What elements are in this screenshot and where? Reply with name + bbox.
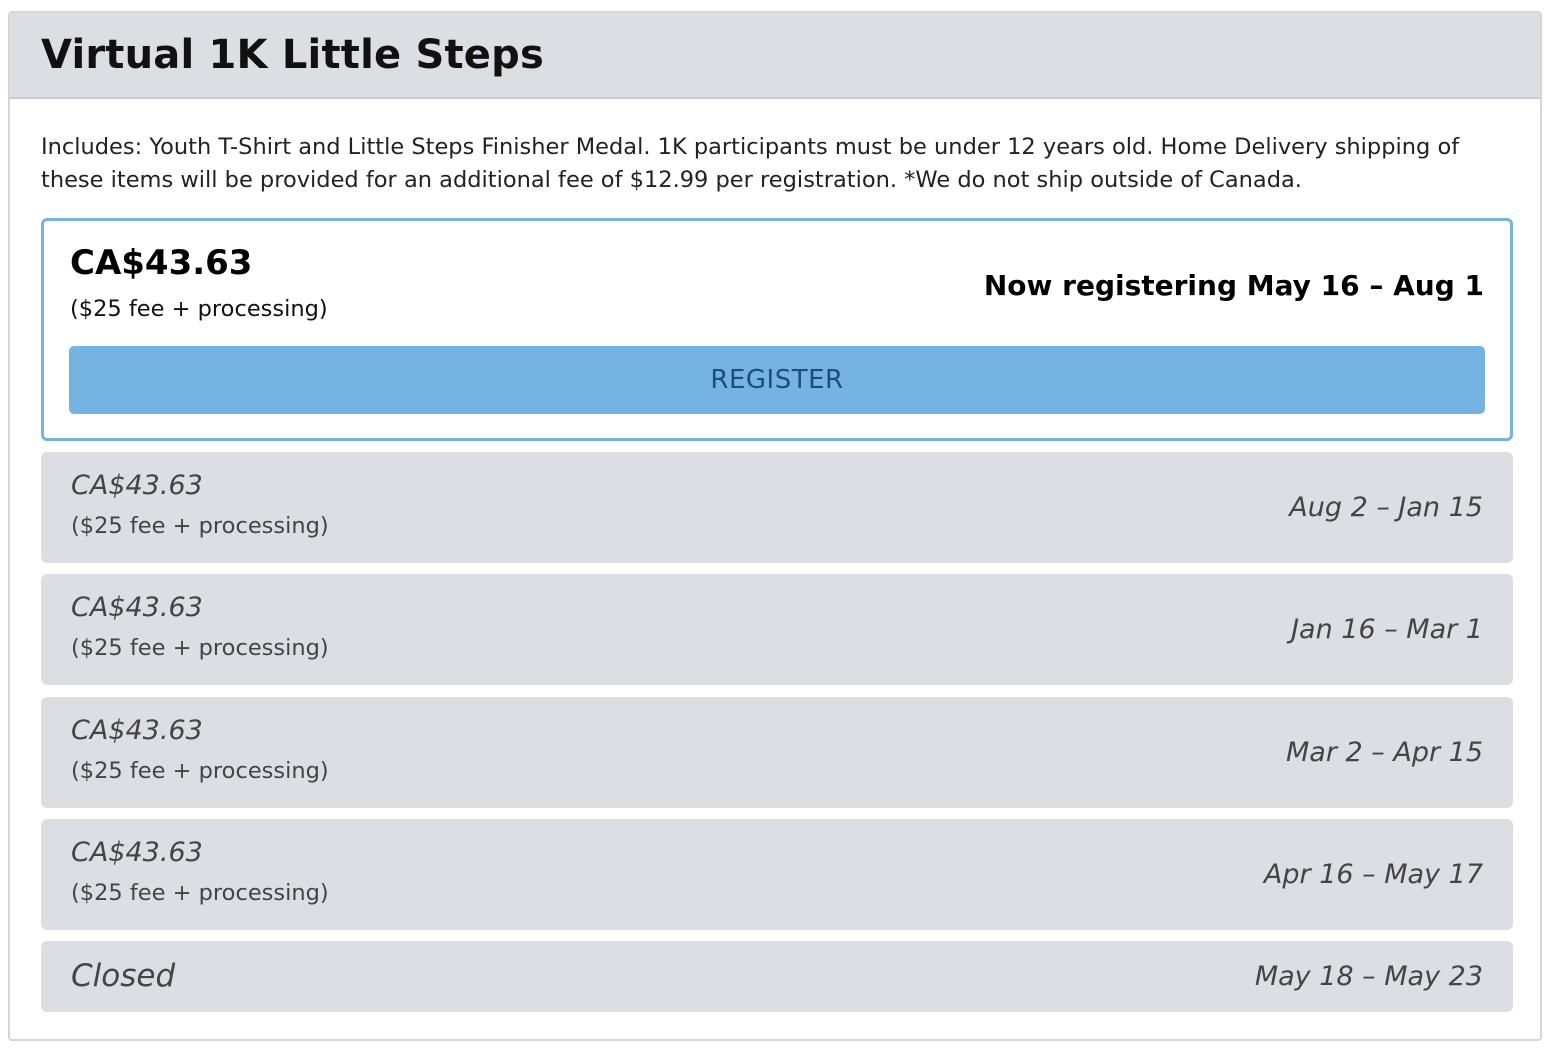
tier-price: CA$43.63 [71,837,203,868]
tier-status: Closed [71,958,176,994]
closed-price-tier [41,941,1513,1012]
tier-fee-note: ($25 fee + processing) [70,296,328,322]
future-price-tier [41,452,1513,563]
tier-date-range: Aug 2 – Jan 15 [1289,492,1483,523]
future-price-tier [41,697,1513,808]
tier-price: CA$43.63 [70,243,253,283]
tier-date-range: May 18 – May 23 [1254,961,1483,992]
register-button[interactable]: REGISTER [69,346,1485,414]
event-panel [8,11,1542,1041]
tier-price: CA$43.63 [71,592,203,623]
registration-window: Now registering May 16 – Aug 1 [983,269,1484,302]
tier-price: CA$43.63 [71,715,203,746]
tier-fee-note: ($25 fee + processing) [71,635,329,661]
tier-date-range: Jan 16 – Mar 1 [1291,614,1483,645]
tier-fee-note: ($25 fee + processing) [71,758,329,784]
event-title: Virtual 1K Little Steps [41,32,544,78]
future-price-tier [41,819,1513,930]
panel-header [10,13,1540,99]
tier-date-range: Mar 2 – Apr 15 [1285,737,1483,768]
current-price-tier [41,218,1513,441]
tier-fee-note: ($25 fee + processing) [71,880,329,906]
tier-price: CA$43.63 [71,470,203,501]
event-description: Includes: Youth T-Shirt and Little Steps Finisher Medal. 1K participants must be under 12 years old. Home Delivery shipping of these items will be provided for an additional fee of $12.99 per registration. *We do not ship outside of Canada. [41,134,1460,193]
future-price-tier [41,574,1513,685]
tier-date-range: Apr 16 – May 17 [1263,859,1483,890]
tier-fee-note: ($25 fee + processing) [71,513,329,539]
